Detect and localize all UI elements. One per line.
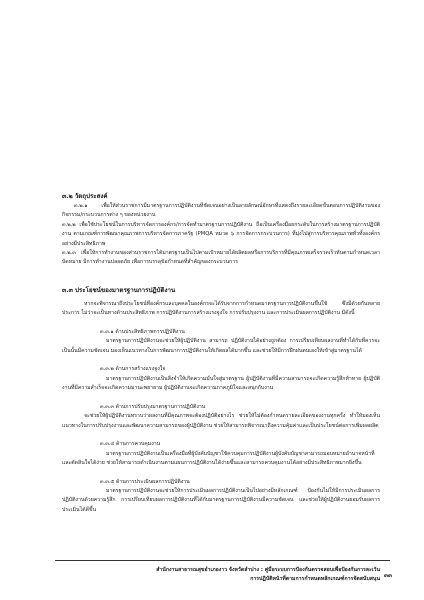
objective-2: ๓.๒.๒ เพื่อใช้ประโยชน์ในการบริหารจัดการองค์กร/การจัดทำมาตรฐานการปฏิบัติงาน ถือเป็นเครื่องมือยกระดับในการสร้างมาตรฐานการปฏิบัติงาน ตามเกณฑ์การพัฒนาคุณภาพการบริหารจัดการภาครัฐ (PMQA หมวด ๖ การจัดการกระบวนการ) ที่มุ่งไปสู่การบริหารคุณภาพทั่วทั้งองค์กรอย่างมีประสิทธิภาพ (62, 222, 380, 247)
footer-divider (55, 560, 390, 561)
benefit-1-title: ๓.๓.๑ ด้านประสิทธิภาพการปฏิบัติงาน (100, 329, 185, 335)
benefit-5-title: ๓.๓.๕ ด้านการประเมินผลการปฏิบัติงาน (100, 478, 190, 485)
benefit-4-title: ๓.๓.๔ ด้านการควบคุมงาน (100, 441, 161, 448)
page-number: ๓๓ (384, 573, 392, 579)
footer-line-1: สำนักงานสาธารณสุขอำเภองาว จังหวัดลำปาง : คู่มือระบบการป้องกันตรวจสอบเพื่อป้องกันการละเว้น (156, 567, 380, 573)
benefit-3-text: จะช่วยให้ผู้ปฏิบัติงานทราบว่าผลงานที่มีคุณภาพจะต้องปฏิบัติอย่างไร ช่วยให้ไม่ต้องกำหนดรายละเอียดของงานทุกครั้ง ทำให้มองเห็นแนวทางในการปรับปรุงงานและพัฒนาความสามารถของผู้ปฏิบัติงาน ช่วยให้สามารถพิจารณาถึงความคุ้มค่าและเป็นประโยชน์ต่อการเพิ่มผลผลิต (62, 413, 380, 429)
section-heading-benefits: ๓.๓ ประโยชน์ของมาตรฐานการปฏิบัติงาน (62, 287, 176, 294)
benefits-intro: หากจะพิจารณาถึงประโยชน์ที่องค์กรและบุคคลในองค์กรจะได้รับจากการกำหนดมาตรฐานการปฏิบัติงานขึ้นใช้ ซึ่งมีด้วยกันหลายประการ ไม่ว่าจะเป็นทางด้านประสิทธิภาพ การปฏิบัติงานการสร้างแรงจูงใจ การปรับปรุงงาน และการประเมินผลการปฏิบัติงาน มีดังนี้ (62, 301, 380, 317)
page-content (62, 192, 380, 515)
page-footer (80, 566, 380, 584)
benefit-5-text: มาตรฐานการปฏิบัติงานจะช่วยให้การประเมินผลการปฏิบัติงานเป็นไปอย่างมีหลักเกณฑ์ ป้องกันไม่ให้มีการประเมินผลการปฏิบัติงานด้วยความรู้สึก การเปรียบเทียบผลการปฏิบัติงานที่ได้กับมาตรฐานการปฏิบัติงานมีความชัดเจน และช่วยให้ผู้ปฏิบัติงานยอมรับผลการประเมินได้ดีขึ้น (62, 488, 380, 513)
benefit-2-text: มาตรฐานการปฏิบัติงานเป็นสิ่งจำให้เกิดความมั่นใจสู่มาตรฐาน ผู้ปฏิบัติงานที่มีความสามารถจะเกิดความรู้สึกท้าทาย ผู้ปฏิบัติงานที่มีความสำเร็จจะเกิดความมานะพยายาม ผู้ปฏิบัติงานจะเกิดความภาคภูมิใจและสนุกกับงาน (62, 375, 380, 392)
objective-1: ๓.๒.๑ เพื่อให้ส่วนราชการมีมาตรฐานการปฏิบัติงานที่ชัดเจนอย่างเป็นลายลักษณ์อักษรที่แสดงถึงรายละเอียดขั้นตอนการปฏิบัติงานของกิจกรรม/กระบวนการต่าง ๆ ของหน่วยงาน (62, 203, 380, 219)
benefit-1-text: มาตรฐานการปฏิบัติงานจะช่วยให้ผู้ปฏิบัติงาน สามารถ ปฏิบัติงานได้อย่างถูกต้อง การเปรียบเทียบผลงานที่ทำได้กับที่ควรจะเป็นนั้นมีความชัดเจน มองเห็นแนวทางในการพัฒนาการปฏิบัติงานให้เกิดผลได้มากขึ้น และช่วยให้มีการฝึกฝนตนเองให้เข้าสู่มาตรฐานได้ (62, 338, 380, 354)
footer-line-2: การปฏิบัติหน้าที่ตามการกำหนดหลักเกณฑ์การจัดสนับสนุน (250, 575, 380, 582)
benefit-3-title: ๓.๓.๓ ด้านการปรับปรุงมาตรฐานการปฏิบัติงาน (100, 403, 206, 410)
benefit-2-title: ๓.๓.๒ ด้านการสร้างแรงจูงใจ (100, 366, 166, 373)
benefit-4-text: มาตรฐานการปฏิบัติงานเป็นเครื่องมือที่ผู้บังคับบัญชาใช้ควบคุมการปฏิบัติงานผู้บังคับบัญชาสามารถมอบหมายอำนาจหน้าที่และตัดสินใจได้ง่าย ช่วยให้สามารถดำเนินงานตามแผนการปฏิบัติงานได้ง่ายขึ้นและสามารถควบคุมงานได้อย่างมีประสิทธิภาพมากยิ่งขึ้น (62, 450, 375, 467)
objective-3: ๓.๒.๓ เพื่อให้การทำงานของส่วนราชการได้มาตรฐานเป็นไปตามเป้าหมายได้ผลิตผลหรือการบริการที่มีคุณภาพเสร็จรวดเร็วทันตามกำหนดเวลาบัดหมาย มีการทำงานปลอดภัย เพื่อการบรรลุข้อกำหนดที่สำคัญของกระบวนการ (62, 250, 380, 266)
section-heading-objectives: ๓.๒ วัตถุประสงค์ (62, 193, 108, 200)
